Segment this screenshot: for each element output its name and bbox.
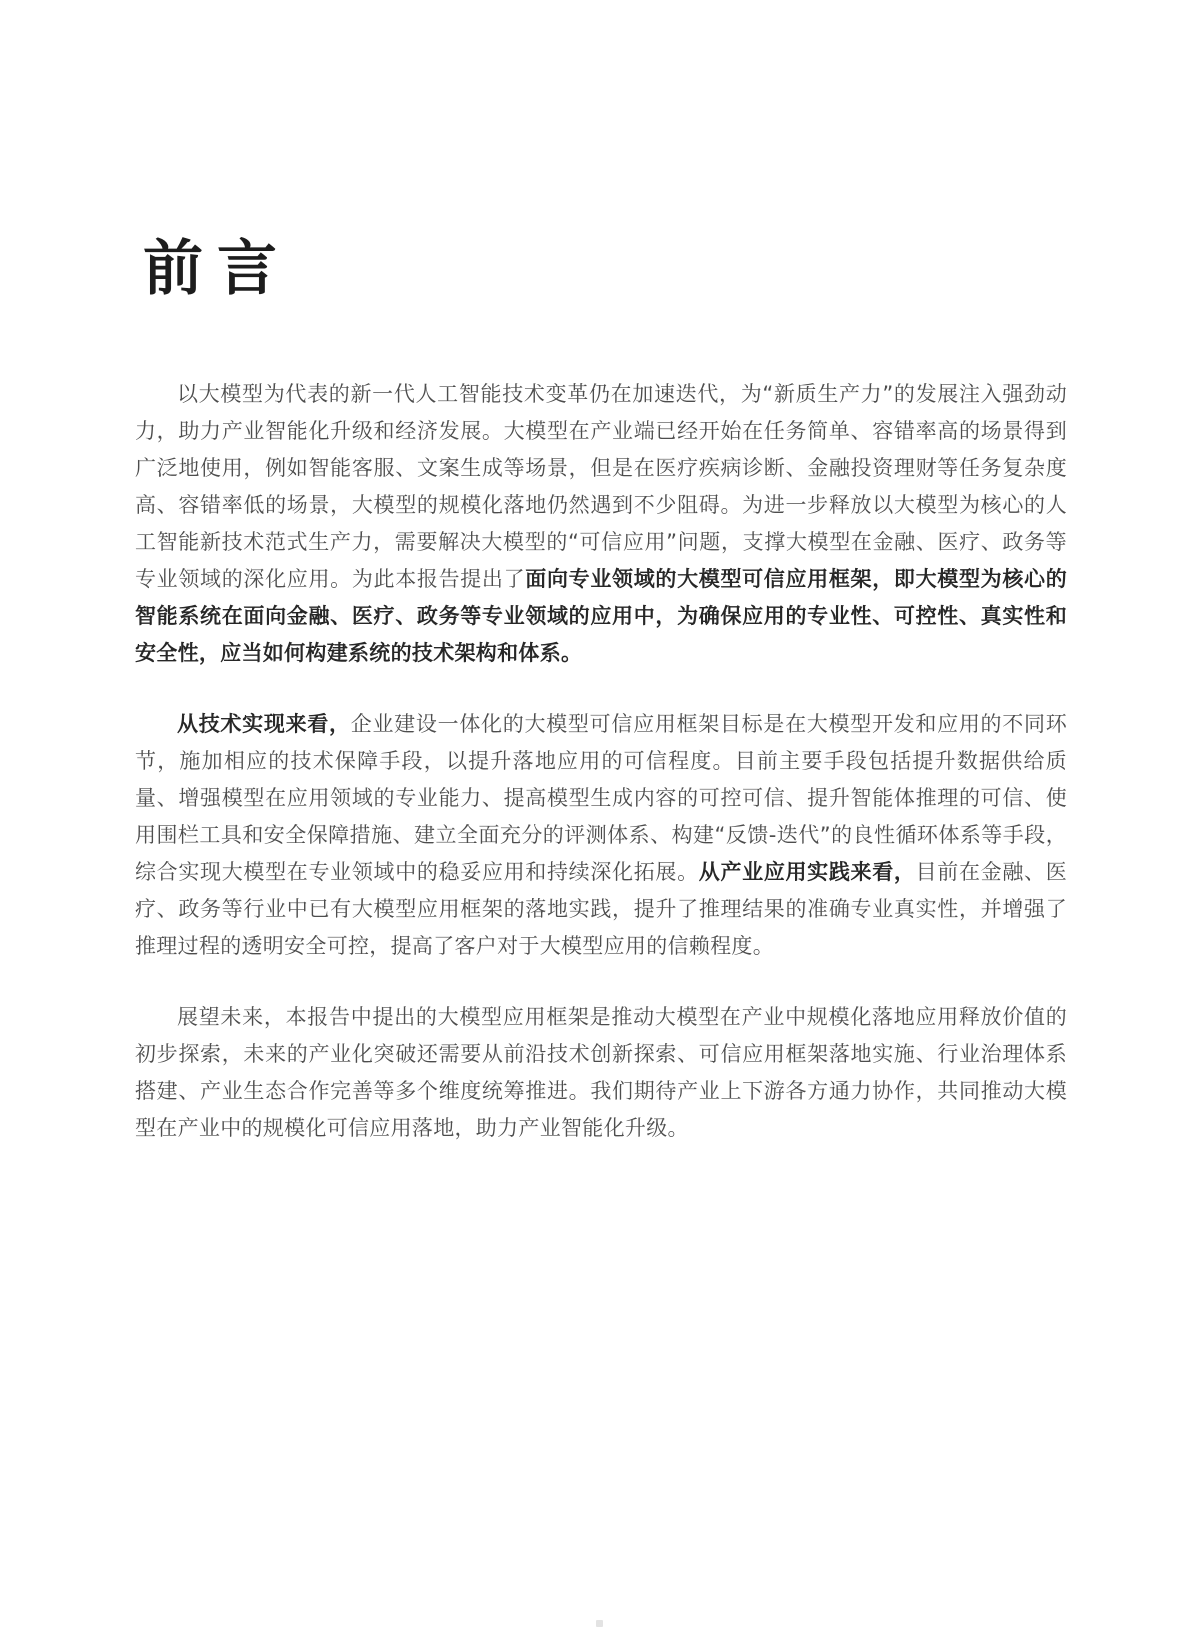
text-run: 企业建设一体化的大模型可信应用框架目标是在大模型开发和应用的不同环节，施加相应的技术保障手段，以提升落地应用的可信程度。目前主要手段包括提升数据供给质量、增强模型在应用领域的专业能力、提高模型生成内容的可控可信、提升智能体推理的可信、使用围栏工具和安全保障措施、建立全面充分的评测体系、构建“反馈-迭代”的良性循环体系等手段，综合实现大模型在专业领域中的稳妥应用和持续深化拓展。 (135, 712, 1067, 884)
paragraph-2 (135, 706, 1067, 965)
text-run-bold: 从技术实现来看， (177, 712, 351, 736)
text-run: 展望未来，本报告中提出的大模型应用框架是推动大模型在产业中规模化落地应用释放价值的初步探索，未来的产业化突破还需要从前沿技术创新探索、可信应用框架落地实施、行业治理体系搭建、产业生态合作完善等多个维度统筹推进。我们期待产业上下游各方通力协作，共同推动大模型在产业中的规模化可信应用落地，助力产业智能化升级。 (135, 1005, 1067, 1140)
paragraph-3 (135, 999, 1067, 1147)
preface-body (135, 376, 1067, 1147)
text-run-bold: 从产业应用实践来看， (698, 860, 916, 884)
text-run: 以大模型为代表的新一代人工智能技术变革仍在加速迭代，为“新质生产力”的发展注入强劲动力，助力产业智能化升级和经济发展。大模型在产业端已经开始在任务简单、容错率高的场景得到广泛地使用，例如智能客服、文案生成等场景，但是在医疗疾病诊断、金融投资理财等任务复杂度高、容错率低的场景，大模型的规模化落地仍然遇到不少阻碍。为进一步释放以大模型为核心的人工智能新技术范式生产力，需要解决大模型的“可信应用”问题，支撑大模型在金融、医疗、政务等专业领域的深化应用。为此本报告提出了 (135, 382, 1067, 591)
paragraph-1 (135, 376, 1067, 672)
page-title: 前言 (143, 234, 291, 304)
text-run-bold: 面向专业领域的大模型可信应用框架，即大模型为核心的智能系统在面向金融、医疗、政务等专业领域的应用中，为确保应用的专业性、可控性、真实性和安全性，应当如何构建系统的技术架构和体系。 (135, 567, 1067, 665)
text-run: 目前在金融、医疗、政务等行业中已有大模型应用框架的落地实践，提升了推理结果的准确专业真实性，并增强了推理过程的透明安全可控，提高了客户对于大模型应用的信赖程度。 (135, 860, 1067, 958)
page-bottom-dot-mark (596, 1620, 603, 1627)
